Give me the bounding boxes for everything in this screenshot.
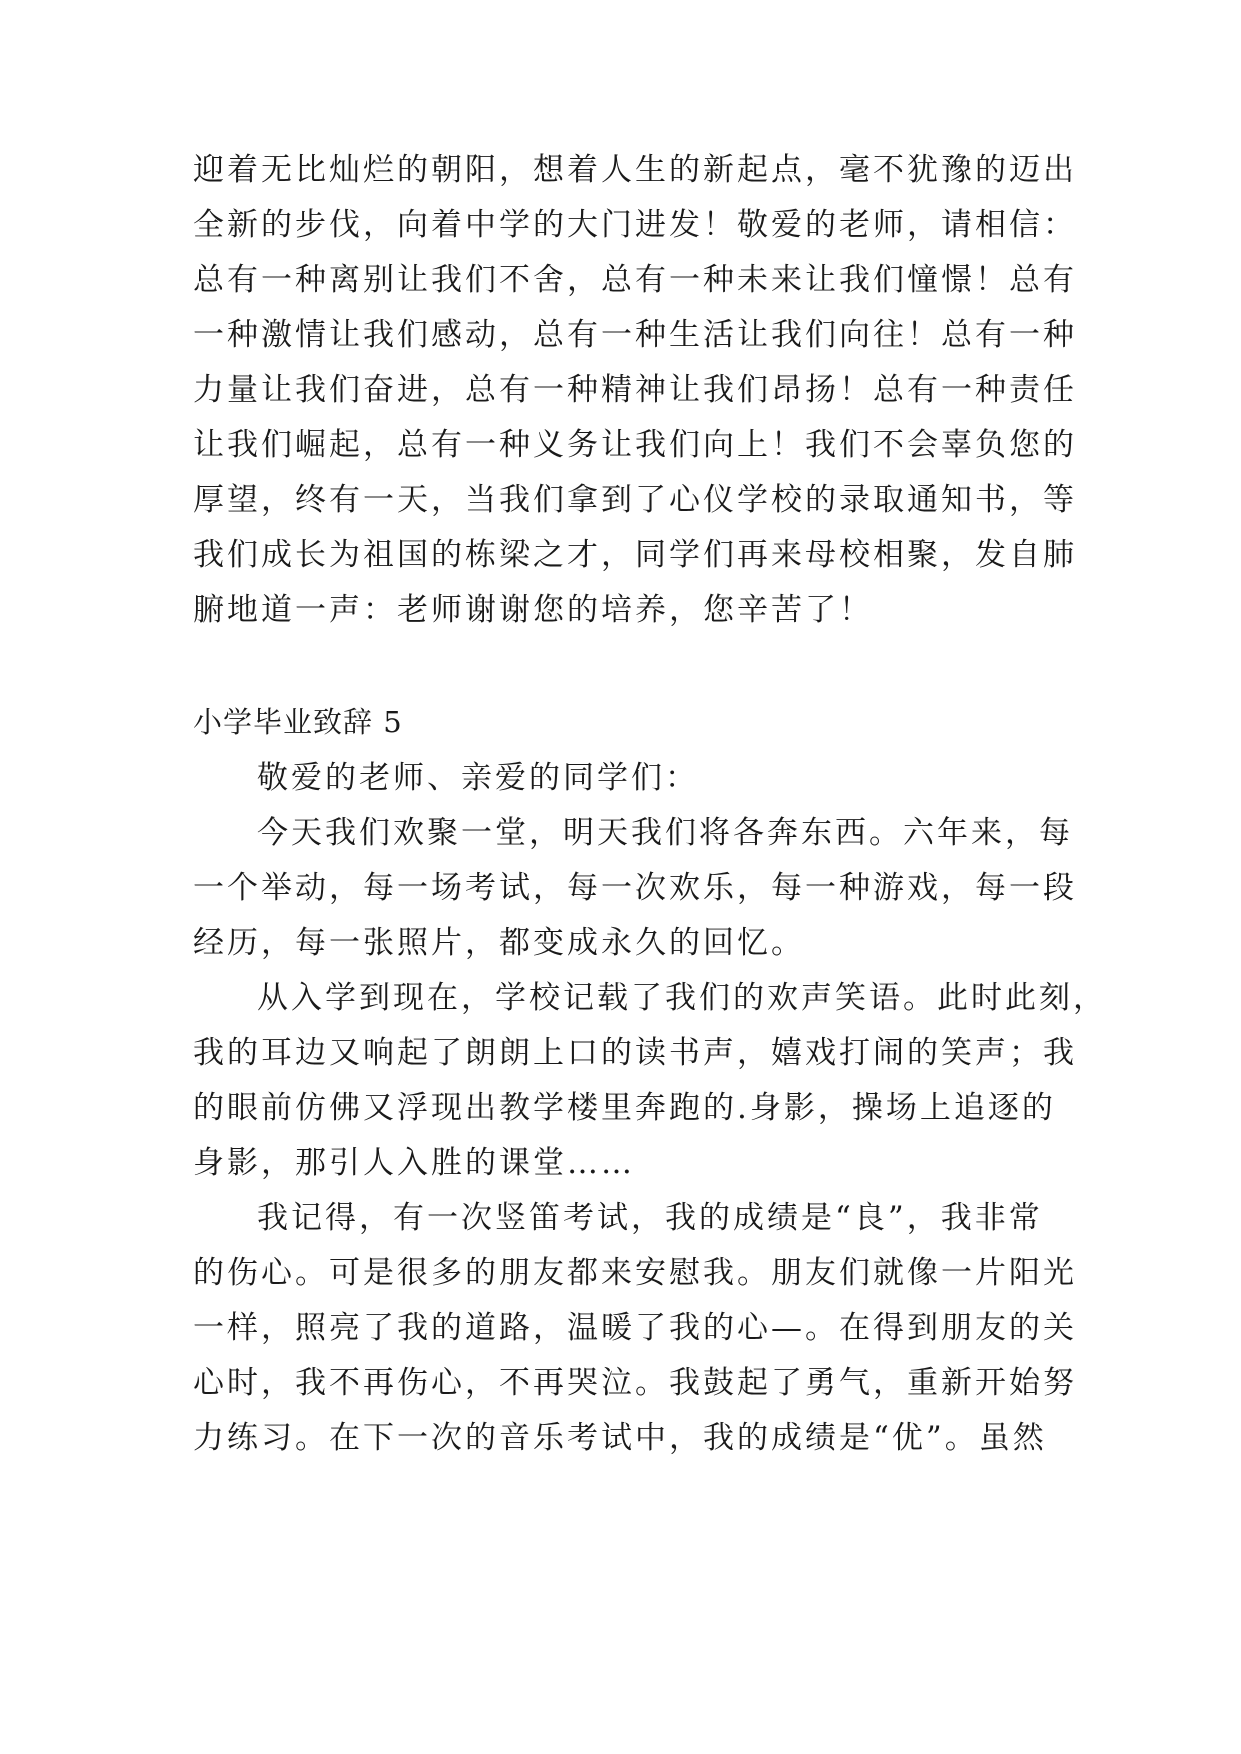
paragraph-line: 让我们崛起，总有一种义务让我们向上！我们不会辜负您的: [193, 427, 1077, 463]
paragraph-line: 一种激情让我们感动，总有一种生活让我们向往！总有一种: [193, 317, 1077, 353]
paragraph-line: 一样，照亮了我的道路，温暖了我的心—。在得到朋友的关: [193, 1310, 1077, 1346]
paragraph-line: 全新的步伐，向着中学的大门进发！敬爱的老师，请相信：: [193, 207, 1077, 243]
paragraph-line: 总有一种离别让我们不舍，总有一种未来让我们憧憬！总有: [193, 262, 1077, 298]
salutation: 敬爱的老师、亲爱的同学们：: [257, 760, 699, 796]
paragraph-line: 力量让我们奋进，总有一种精神让我们昂扬！总有一种责任: [193, 372, 1077, 408]
paragraph-line: 今天我们欢聚一堂，明天我们将各奔东西。六年来，每: [257, 815, 1073, 851]
paragraph-line: 力练习。在下一次的音乐考试中，我的成绩是“优”。虽然: [193, 1420, 1047, 1456]
paragraph-line: 我们成长为祖国的栋梁之才，同学们再来母校相聚，发自肺: [193, 537, 1077, 573]
paragraph-line: 经历，每一张照片，都变成永久的回忆。: [193, 925, 805, 961]
paragraph-line: 心时，我不再伤心，不再哭泣。我鼓起了勇气，重新开始努: [193, 1365, 1077, 1401]
paragraph-line: 从入学到现在，学校记载了我们的欢声笑语。此时此刻，: [257, 980, 1107, 1016]
paragraph-line: 一个举动，每一场考试，每一次欢乐，每一种游戏，每一段: [193, 870, 1077, 906]
paragraph-line: 我记得，有一次竖笛考试，我的成绩是“良”，我非常: [257, 1200, 1043, 1236]
paragraph-line: 迎着无比灿烂的朝阳，想着人生的新起点，毫不犹豫的迈出: [193, 152, 1077, 188]
paragraph-line: 腑地道一声：老师谢谢您的培养，您辛苦了！: [193, 592, 873, 628]
paragraph-line: 我的耳边又响起了朗朗上口的读书声，嬉戏打闹的笑声；我: [193, 1035, 1077, 1071]
paragraph-line: 身影，那引人入胜的课堂……: [193, 1145, 635, 1181]
section-title: 小学毕业致辞 5: [193, 705, 403, 739]
paragraph-line: 的眼前仿佛又浮现出教学楼里奔跑的.身影，操场上追逐的: [193, 1090, 1056, 1126]
paragraph-line: 的伤心。可是很多的朋友都来安慰我。朋友们就像一片阳光: [193, 1255, 1077, 1291]
paragraph-line: 厚望，终有一天，当我们拿到了心仪学校的录取通知书，等: [193, 482, 1077, 518]
